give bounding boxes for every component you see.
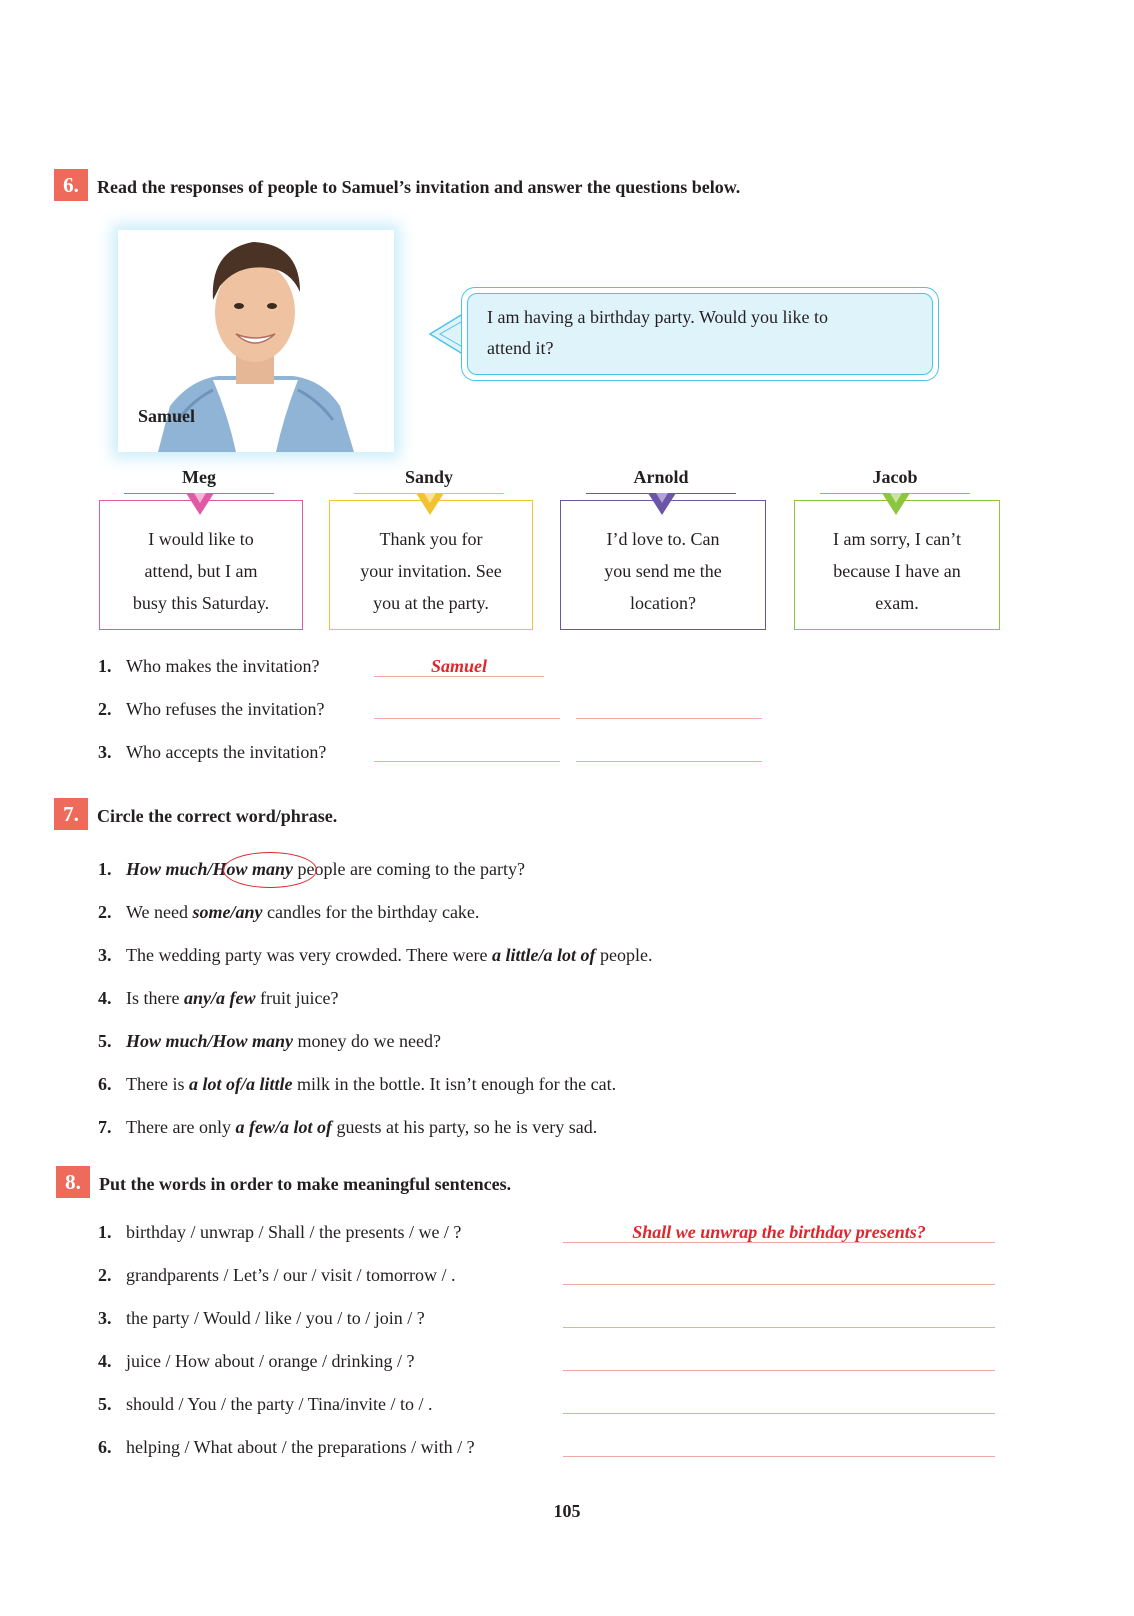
ex6-q3-number: 3. [98,742,112,762]
ex6-q3-answer-line-1[interactable] [374,761,560,762]
ex7-item-2 [98,902,479,923]
sandy-line-3: you at the party. [373,593,489,613]
ex8-5-number: 5. [98,1394,112,1414]
exercise-8-instructions: Put the words in order to make meaningful sentences. [99,1174,512,1194]
person-name-jacob: Jacob [872,467,918,487]
ex7-item-6 [98,1074,616,1095]
ex6-q3-text: Who accepts the invitation? [126,742,327,762]
ex7-1-answer-circle [223,852,317,888]
ex8-3-number: 3. [98,1308,112,1328]
ex7-4-options[interactable]: any/a few [183,988,256,1008]
ex8-4-answer-line[interactable] [563,1370,995,1371]
ex7-3-options[interactable]: a little/a lot of [492,945,596,965]
ex7-4-post: fruit juice? [255,988,339,1008]
ex8-1-number: 1. [98,1222,112,1242]
page-number: 105 [553,1501,581,1521]
ex6-q2-answer-line-2[interactable] [576,718,762,719]
arnold-line-2: you send me the [604,561,722,581]
ex6-q2-answer-line-1[interactable] [374,718,560,719]
samuel-label: Samuel [138,406,196,426]
ex8-item-3 [98,1308,425,1329]
ex7-7-post: guests at his party, so he is very sad. [331,1117,598,1137]
ex6-q1-answer-line[interactable] [374,676,544,677]
sandy-pointer-icon [416,493,444,515]
person-name-sandy: Sandy [404,467,454,487]
ex7-2-pre: We need [126,902,193,922]
ex8-item-5 [98,1394,433,1415]
response-box-jacob [794,500,1000,630]
bubble-line-2: attend it? [487,338,554,358]
speech-bubble-text [487,302,917,364]
ex8-3-answer-line[interactable] [563,1327,995,1328]
exercise-8-number: 8. [56,1166,90,1198]
jacob-line-3: exam. [875,593,919,613]
meg-line-1: I would like to [148,529,254,549]
ex8-6-number: 6. [98,1437,112,1457]
ex7-item-3 [98,945,653,966]
ex8-item-4 [98,1351,414,1372]
ex7-1-post: people are coming to the party? [293,859,525,879]
ex6-q2-number: 2. [98,699,112,719]
ex8-2-words: grandparents / Let’s / our / visit / tomorrow / . [126,1265,456,1285]
ex8-item-1 [98,1222,461,1243]
ex7-3-pre: The wedding party was very crowded. There were [126,945,493,965]
ex6-q3-answer-line-2[interactable] [576,761,762,762]
ex7-7-options[interactable]: a few/a lot of [235,1117,332,1137]
response-box-sandy [329,500,533,630]
sandy-line-1: Thank you for [379,529,483,549]
ex8-4-words: juice / How about / orange / drinking / ? [126,1351,415,1371]
ex7-1-number: 1. [98,859,112,879]
ex6-q1-text: Who makes the invitation? [126,656,320,676]
ex7-5-options[interactable]: How much/How many [126,1031,294,1051]
ex6-question-2 [98,699,324,720]
ex8-6-answer-line[interactable] [563,1456,995,1457]
ex8-4-number: 4. [98,1351,112,1371]
person-name-arnold: Arnold [633,467,689,487]
ex7-2-post: candles for the birthday cake. [262,902,480,922]
ex7-item-7 [98,1117,597,1138]
exercise-7-instructions: Circle the correct word/phrase. [97,806,338,826]
person-name-meg: Meg [182,467,216,487]
ex7-6-post: milk in the bottle. It isn’t enough for the cat. [292,1074,617,1094]
bubble-line-1: I am having a birthday party. Would you like to [487,307,828,327]
meg-pointer-icon [186,493,214,515]
ex7-4-number: 4. [98,988,112,1008]
ex7-3-post: people. [595,945,653,965]
ex7-3-number: 3. [98,945,112,965]
arnold-line-1: I’d love to. Can [606,529,720,549]
ex8-6-words: helping / What about / the preparations / with / ? [126,1437,475,1457]
ex8-2-number: 2. [98,1265,112,1285]
ex6-question-3 [98,742,326,763]
ex6-q1-answer: Samuel [430,656,487,676]
ex7-2-options[interactable]: some/any [192,902,263,922]
ex8-5-words: should / You / the party / Tina/invite / to / . [126,1394,433,1414]
ex7-4-pre: Is there [126,988,184,1008]
ex7-7-pre: There are only [126,1117,236,1137]
response-box-meg [99,500,303,630]
ex7-6-pre: There is [126,1074,189,1094]
ex7-item-4 [98,988,338,1009]
ex8-item-6 [98,1437,475,1458]
ex6-q2-text: Who refuses the invitation? [126,699,325,719]
ex8-item-2 [98,1265,455,1286]
arnold-pointer-icon [648,493,676,515]
ex8-1-words: birthday / unwrap / Shall / the presents / we / ? [126,1222,462,1242]
ex7-5-post: money do we need? [293,1031,441,1051]
ex8-3-words: the party / Would / like / you / to / join / ? [126,1308,425,1328]
ex7-item-5 [98,1031,441,1052]
ex7-2-number: 2. [98,902,112,922]
response-box-arnold [560,500,766,630]
ex8-1-answer-line[interactable] [563,1242,995,1243]
exercise-6-number: 6. [54,169,88,201]
ex8-1-answer: Shall we unwrap the birthday presents? [632,1222,926,1242]
meg-line-3: busy this Saturday. [132,593,270,613]
ex6-question-1 [98,656,319,677]
jacob-line-2: because I have an [833,561,961,581]
ex7-6-number: 6. [98,1074,112,1094]
arnold-line-3: location? [630,593,696,613]
ex7-7-number: 7. [98,1117,112,1137]
ex6-q1-number: 1. [98,656,112,676]
ex8-5-answer-line[interactable] [563,1413,995,1414]
jacob-line-1: I am sorry, I can’t [833,529,961,549]
exercise-7-number: 7. [54,798,88,830]
ex7-5-number: 5. [98,1031,112,1051]
ex7-1-options[interactable]: How much/How many [126,859,294,879]
ex7-6-options[interactable]: a lot of/a little [188,1074,293,1094]
ex8-2-answer-line[interactable] [563,1284,995,1285]
exercise-6-instructions: Read the responses of people to Samuel’s invitation and answer the questions below. [97,177,741,197]
sandy-line-2: your invitation. See [360,561,502,581]
jacob-pointer-icon [882,493,910,515]
meg-line-2: attend, but I am [144,561,258,581]
